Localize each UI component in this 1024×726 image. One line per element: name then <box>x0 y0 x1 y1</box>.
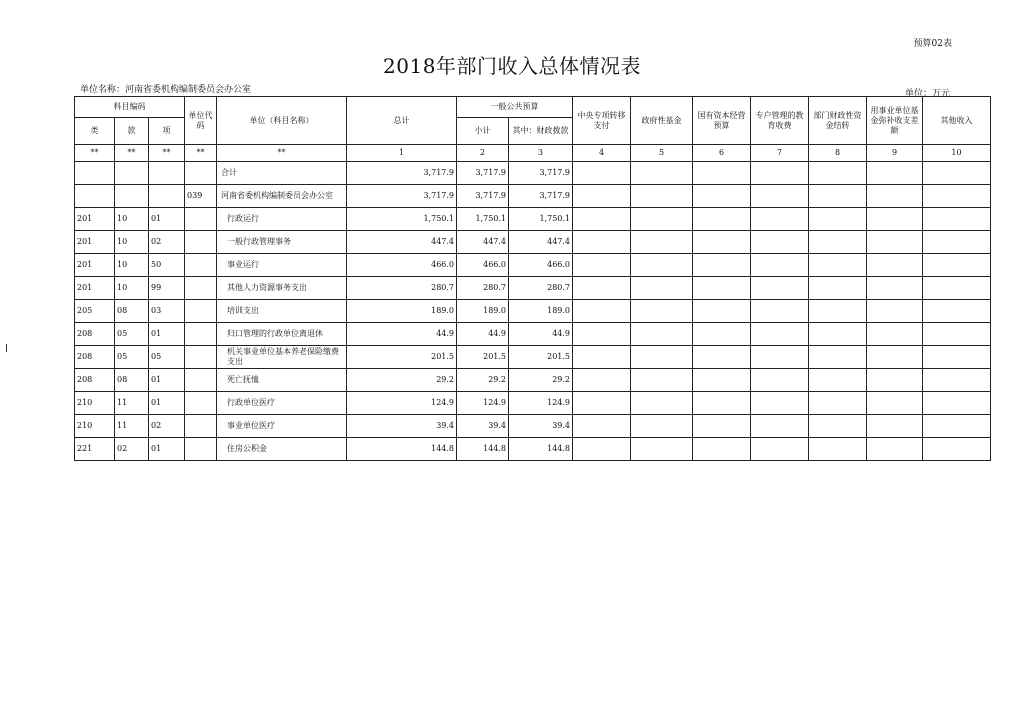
empty-cell <box>809 185 867 208</box>
column-index-cell: ** <box>185 145 217 162</box>
empty-cell <box>693 369 751 392</box>
lei-cell: 201 <box>75 277 115 300</box>
header-of-which-fiscal: 其中：财政拨款 <box>509 118 573 145</box>
form-number: 预算02表 <box>913 39 952 49</box>
empty-cell <box>923 300 991 323</box>
empty-cell <box>631 392 693 415</box>
lei-cell: 221 <box>75 438 115 461</box>
xiang-cell: 02 <box>149 231 185 254</box>
empty-cell <box>867 277 923 300</box>
table-row <box>75 231 991 254</box>
empty-cell <box>631 438 693 461</box>
lei-cell: 210 <box>75 392 115 415</box>
total-cell: 144.8 <box>347 438 457 461</box>
lei-cell: 208 <box>75 369 115 392</box>
lei-cell: 208 <box>75 346 115 369</box>
column-index-cell: 1 <box>347 145 457 162</box>
table-row <box>75 162 991 185</box>
empty-cell <box>573 300 631 323</box>
empty-cell <box>693 254 751 277</box>
header-institution-fund: 用事业单位基金弥补收支差额 <box>867 97 923 145</box>
fiscal-cell: 189.0 <box>509 300 573 323</box>
kuan-cell: 05 <box>115 323 149 346</box>
unit-name-cell: 归口管理的行政单位离退休 <box>217 323 347 346</box>
unit-name-cell: 行政单位医疗 <box>217 392 347 415</box>
empty-cell <box>867 323 923 346</box>
income-table <box>74 96 991 461</box>
unit-code-cell <box>185 323 217 346</box>
table-row <box>75 323 991 346</box>
fiscal-cell: 201.5 <box>509 346 573 369</box>
empty-cell <box>809 415 867 438</box>
unit-code-cell <box>185 254 217 277</box>
lei-cell <box>75 185 115 208</box>
empty-cell <box>573 392 631 415</box>
unit-name-cell: 河南省委机构编制委员会办公室 <box>217 185 347 208</box>
empty-cell <box>573 231 631 254</box>
empty-cell <box>573 162 631 185</box>
fiscal-cell: 3,717.9 <box>509 162 573 185</box>
total-cell: 44.9 <box>347 323 457 346</box>
total-cell: 189.0 <box>347 300 457 323</box>
empty-cell <box>693 323 751 346</box>
empty-cell <box>751 415 809 438</box>
lei-cell: 208 <box>75 323 115 346</box>
unit-name-cell: 合计 <box>217 162 347 185</box>
xiang-cell: 01 <box>149 392 185 415</box>
empty-cell <box>923 254 991 277</box>
fiscal-cell: 144.8 <box>509 438 573 461</box>
empty-cell <box>573 415 631 438</box>
kuan-cell: 10 <box>115 277 149 300</box>
column-index-cell: 5 <box>631 145 693 162</box>
empty-cell <box>923 392 991 415</box>
lei-cell: 210 <box>75 415 115 438</box>
empty-cell <box>751 346 809 369</box>
column-index-row <box>75 145 991 162</box>
kuan-cell: 10 <box>115 208 149 231</box>
lei-cell: 201 <box>75 231 115 254</box>
subtotal-cell: 3,717.9 <box>457 162 509 185</box>
empty-cell <box>573 323 631 346</box>
empty-cell <box>751 254 809 277</box>
empty-cell <box>693 415 751 438</box>
header-gov-fund: 政府性基金 <box>631 97 693 145</box>
empty-cell <box>809 438 867 461</box>
table-row <box>75 300 991 323</box>
total-cell: 39.4 <box>347 415 457 438</box>
empty-cell <box>751 185 809 208</box>
subtotal-cell: 39.4 <box>457 415 509 438</box>
header-total: 总计 <box>347 97 457 145</box>
empty-cell <box>631 415 693 438</box>
xiang-cell: 01 <box>149 208 185 231</box>
fiscal-cell: 29.2 <box>509 369 573 392</box>
unit-code-cell: 039 <box>185 185 217 208</box>
empty-cell <box>751 300 809 323</box>
kuan-cell: 05 <box>115 346 149 369</box>
column-index-cell: ** <box>115 145 149 162</box>
scan-mark <box>6 344 7 352</box>
empty-cell <box>693 438 751 461</box>
empty-cell <box>751 438 809 461</box>
empty-cell <box>631 162 693 185</box>
subtotal-cell: 280.7 <box>457 277 509 300</box>
fiscal-cell: 280.7 <box>509 277 573 300</box>
unit-code-cell <box>185 415 217 438</box>
empty-cell <box>573 346 631 369</box>
empty-cell <box>923 415 991 438</box>
xiang-cell: 99 <box>149 277 185 300</box>
kuan-cell: 11 <box>115 392 149 415</box>
kuan-cell: 10 <box>115 231 149 254</box>
xiang-cell: 05 <box>149 346 185 369</box>
total-cell: 3,717.9 <box>347 162 457 185</box>
empty-cell <box>693 392 751 415</box>
fiscal-cell: 124.9 <box>509 392 573 415</box>
kuan-cell <box>115 162 149 185</box>
fiscal-cell: 44.9 <box>509 323 573 346</box>
subtotal-cell: 447.4 <box>457 231 509 254</box>
header-general-budget: 一般公共预算 <box>457 97 573 118</box>
empty-cell <box>751 162 809 185</box>
empty-cell <box>867 231 923 254</box>
table-row <box>75 185 991 208</box>
empty-cell <box>867 415 923 438</box>
empty-cell <box>573 185 631 208</box>
empty-cell <box>751 231 809 254</box>
header-subtotal: 小计 <box>457 118 509 145</box>
empty-cell <box>751 208 809 231</box>
empty-cell <box>751 369 809 392</box>
xiang-cell: 01 <box>149 323 185 346</box>
empty-cell <box>923 231 991 254</box>
empty-cell <box>867 369 923 392</box>
kuan-cell: 11 <box>115 415 149 438</box>
empty-cell <box>809 300 867 323</box>
column-index-cell: 8 <box>809 145 867 162</box>
empty-cell <box>631 254 693 277</box>
header-xiang: 项 <box>149 118 185 145</box>
empty-cell <box>693 300 751 323</box>
empty-cell <box>631 231 693 254</box>
empty-cell <box>573 438 631 461</box>
table-body <box>75 145 991 461</box>
empty-cell <box>573 254 631 277</box>
empty-cell <box>693 346 751 369</box>
column-index-cell: ** <box>217 145 347 162</box>
empty-cell <box>867 185 923 208</box>
total-cell: 201.5 <box>347 346 457 369</box>
unit-code-cell <box>185 208 217 231</box>
org-name-label: 单位名称：河南省委机构编制委员会办公室 <box>80 85 252 95</box>
kuan-cell: 08 <box>115 300 149 323</box>
table-row <box>75 438 991 461</box>
empty-cell <box>923 208 991 231</box>
empty-cell <box>867 392 923 415</box>
kuan-cell: 08 <box>115 369 149 392</box>
empty-cell <box>809 346 867 369</box>
subtotal-cell: 189.0 <box>457 300 509 323</box>
subtotal-cell: 44.9 <box>457 323 509 346</box>
empty-cell <box>631 185 693 208</box>
empty-cell <box>631 323 693 346</box>
header-subject-code: 科目编码 <box>75 97 185 118</box>
fiscal-cell: 466.0 <box>509 254 573 277</box>
empty-cell <box>923 346 991 369</box>
header-kuan: 款 <box>115 118 149 145</box>
column-index-cell: 10 <box>923 145 991 162</box>
table-row <box>75 254 991 277</box>
empty-cell <box>751 277 809 300</box>
lei-cell: 201 <box>75 254 115 277</box>
xiang-cell: 03 <box>149 300 185 323</box>
unit-code-cell <box>185 162 217 185</box>
subtotal-cell: 3,717.9 <box>457 185 509 208</box>
unit-code-cell <box>185 300 217 323</box>
empty-cell <box>923 277 991 300</box>
empty-cell <box>631 208 693 231</box>
header-other-income: 其他收入 <box>923 97 991 145</box>
lei-cell <box>75 162 115 185</box>
header-unit-code: 单位代码 <box>185 97 217 145</box>
subtotal-cell: 144.8 <box>457 438 509 461</box>
kuan-cell: 10 <box>115 254 149 277</box>
empty-cell <box>867 254 923 277</box>
header-education-fee: 专户管理的教育收费 <box>751 97 809 145</box>
subtotal-cell: 29.2 <box>457 369 509 392</box>
column-index-cell: 6 <box>693 145 751 162</box>
unit-code-cell <box>185 369 217 392</box>
table-row <box>75 277 991 300</box>
unit-label: 单位：万元 <box>904 89 950 99</box>
empty-cell <box>631 346 693 369</box>
empty-cell <box>809 369 867 392</box>
lei-cell: 201 <box>75 208 115 231</box>
column-index-cell: 3 <box>509 145 573 162</box>
column-index-cell: 2 <box>457 145 509 162</box>
empty-cell <box>809 254 867 277</box>
empty-cell <box>631 300 693 323</box>
empty-cell <box>573 369 631 392</box>
empty-cell <box>693 231 751 254</box>
unit-name-cell: 事业运行 <box>217 254 347 277</box>
empty-cell <box>693 208 751 231</box>
unit-name-cell: 死亡抚恤 <box>217 369 347 392</box>
total-cell: 3,717.9 <box>347 185 457 208</box>
unit-name-cell: 其他人力资源事务支出 <box>217 277 347 300</box>
empty-cell <box>693 162 751 185</box>
empty-cell <box>923 162 991 185</box>
empty-cell <box>751 392 809 415</box>
total-cell: 280.7 <box>347 277 457 300</box>
empty-cell <box>923 438 991 461</box>
fiscal-cell: 3,717.9 <box>509 185 573 208</box>
unit-code-cell <box>185 438 217 461</box>
empty-cell <box>809 208 867 231</box>
unit-name-cell: 机关事业单位基本养老保险缴费支出 <box>217 346 347 369</box>
unit-name-cell: 培训支出 <box>217 300 347 323</box>
table-row <box>75 392 991 415</box>
xiang-cell: 50 <box>149 254 185 277</box>
column-index-cell: 7 <box>751 145 809 162</box>
empty-cell <box>867 300 923 323</box>
total-cell: 447.4 <box>347 231 457 254</box>
empty-cell <box>867 208 923 231</box>
kuan-cell <box>115 185 149 208</box>
empty-cell <box>867 438 923 461</box>
empty-cell <box>573 208 631 231</box>
xiang-cell <box>149 162 185 185</box>
header-state-capital: 国有资本经营预算 <box>693 97 751 145</box>
fiscal-cell: 39.4 <box>509 415 573 438</box>
subtotal-cell: 124.9 <box>457 392 509 415</box>
column-index-cell: ** <box>149 145 185 162</box>
header-lei: 类 <box>75 118 115 145</box>
empty-cell <box>809 392 867 415</box>
unit-name-cell: 事业单位医疗 <box>217 415 347 438</box>
column-index-cell: 9 <box>867 145 923 162</box>
header-central-transfer: 中央专项转移支付 <box>573 97 631 145</box>
empty-cell <box>867 346 923 369</box>
unit-code-cell <box>185 392 217 415</box>
lei-cell: 205 <box>75 300 115 323</box>
unit-name-cell: 住房公积金 <box>217 438 347 461</box>
column-index-cell: 4 <box>573 145 631 162</box>
xiang-cell <box>149 185 185 208</box>
empty-cell <box>809 162 867 185</box>
table-row <box>75 208 991 231</box>
unit-name-cell: 行政运行 <box>217 208 347 231</box>
empty-cell <box>693 185 751 208</box>
unit-code-cell <box>185 231 217 254</box>
empty-cell <box>693 277 751 300</box>
xiang-cell: 01 <box>149 369 185 392</box>
empty-cell <box>809 277 867 300</box>
total-cell: 124.9 <box>347 392 457 415</box>
unit-name-cell: 一般行政管理事务 <box>217 231 347 254</box>
empty-cell <box>631 277 693 300</box>
total-cell: 29.2 <box>347 369 457 392</box>
empty-cell <box>923 369 991 392</box>
fiscal-cell: 1,750.1 <box>509 208 573 231</box>
subtotal-cell: 1,750.1 <box>457 208 509 231</box>
empty-cell <box>809 323 867 346</box>
empty-cell <box>923 185 991 208</box>
empty-cell <box>751 323 809 346</box>
subtotal-cell: 201.5 <box>457 346 509 369</box>
total-cell: 466.0 <box>347 254 457 277</box>
xiang-cell: 02 <box>149 415 185 438</box>
table-row <box>75 346 991 369</box>
empty-cell <box>923 323 991 346</box>
subtotal-cell: 466.0 <box>457 254 509 277</box>
unit-code-cell <box>185 346 217 369</box>
table-row <box>75 415 991 438</box>
empty-cell <box>867 162 923 185</box>
header-dept-fiscal-carryover: 部门财政性资金结转 <box>809 97 867 145</box>
header-unit-name: 单位（科目名称） <box>217 97 347 145</box>
empty-cell <box>631 369 693 392</box>
page-title: 2018年部门收入总体情况表 <box>383 54 641 78</box>
xiang-cell: 01 <box>149 438 185 461</box>
fiscal-cell: 447.4 <box>509 231 573 254</box>
total-cell: 1,750.1 <box>347 208 457 231</box>
unit-code-cell <box>185 277 217 300</box>
kuan-cell: 02 <box>115 438 149 461</box>
empty-cell <box>809 231 867 254</box>
column-index-cell: ** <box>75 145 115 162</box>
empty-cell <box>573 277 631 300</box>
table-row <box>75 369 991 392</box>
